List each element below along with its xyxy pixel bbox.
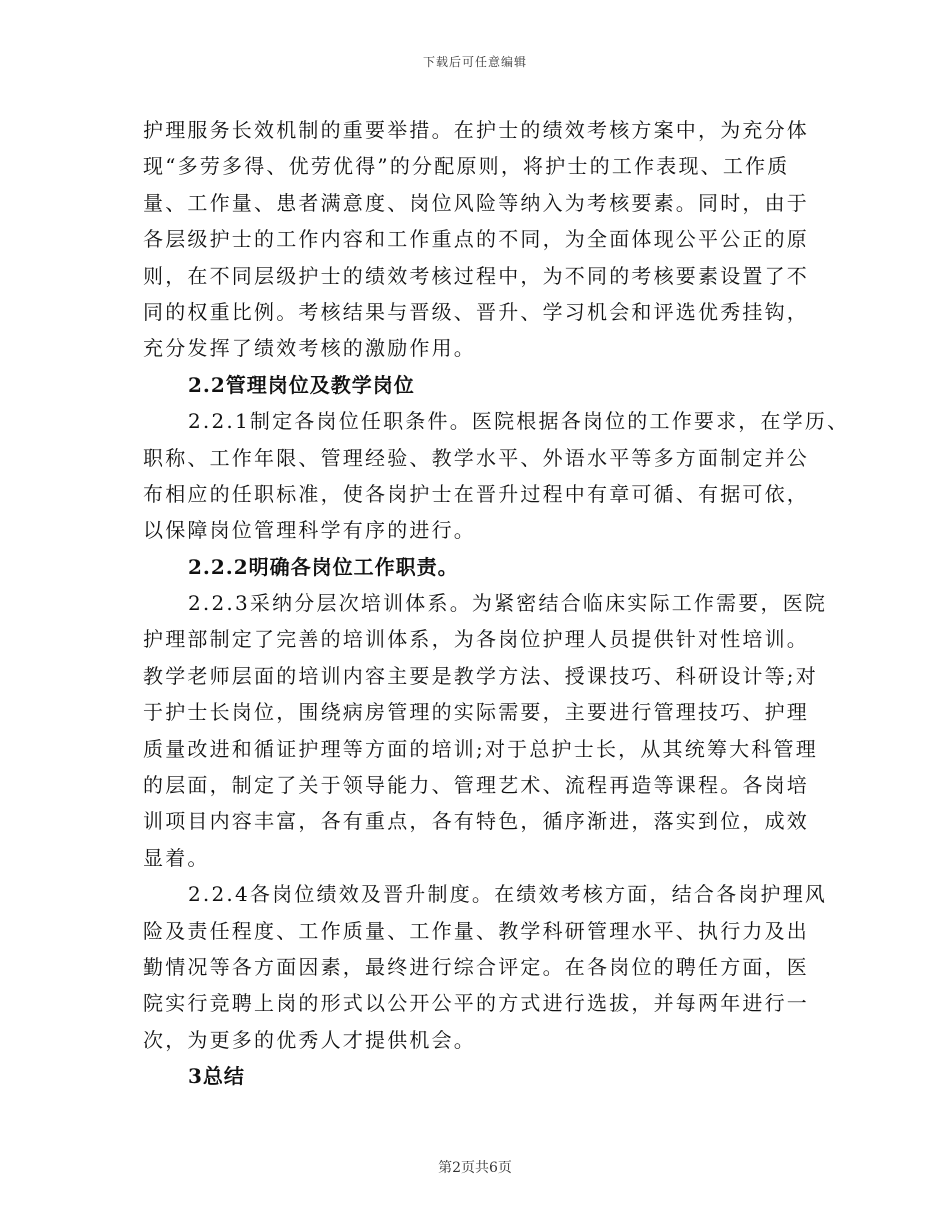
section-heading: 2.2管理岗位及教学岗位 bbox=[188, 372, 415, 397]
text-line: 2.2.4各岗位绩效及晋升制度。在绩效考核方面，结合各岗护理风 bbox=[188, 882, 828, 907]
text-line: 各层级护士的工作内容和工作重点的不同，为全面体现公平公正的原 bbox=[143, 227, 809, 252]
text-line: 量、工作量、患者满意度、岗位风险等纳入为考核要素。同时，由于 bbox=[143, 190, 809, 215]
header-note: 下载后可任意编辑 bbox=[422, 55, 527, 69]
text-line: 次，为更多的优秀人才提供机会。 bbox=[143, 1027, 476, 1052]
text-line: 于护士长岗位，围绕病房管理的实际需要，主要进行管理技巧、护理 bbox=[143, 700, 809, 725]
text-line: 显着。 bbox=[143, 845, 210, 870]
section-heading: 3总结 bbox=[188, 1064, 245, 1089]
section-heading: 2.2.2明确各岗位工作职责。 bbox=[188, 554, 459, 579]
text-line: 的层面，制定了关于领导能力、管理艺术、流程再造等课程。各岗培 bbox=[143, 773, 809, 798]
text-line: 现“多劳多得、优劳优得”的分配原则，将护士的工作表现、工作质 bbox=[143, 154, 790, 179]
text-line: 训项目内容丰富，各有重点，各有特色，循序渐进，落实到位，成效 bbox=[143, 809, 809, 834]
text-line: 布相应的任职标准，使各岗护士在晋升过程中有章可循、有据可依， bbox=[143, 481, 809, 506]
text-line: 以保障岗位管理科学有序的进行。 bbox=[143, 518, 476, 543]
text-line: 院实行竞聘上岗的形式以公开公平的方式进行选拔，并每两年进行一 bbox=[143, 991, 809, 1016]
text-line: 2.2.3采纳分层次培训体系。为紧密结合临床实际工作需要，医院 bbox=[188, 591, 828, 616]
text-line: 护理服务长效机制的重要举措。在护士的绩效考核方案中，为充分体 bbox=[143, 118, 809, 142]
page-footer: 第2页共6页 bbox=[438, 1160, 512, 1176]
text-line: 险及责任程度、工作质量、工作量、教学科研管理水平、执行力及出 bbox=[143, 918, 809, 943]
text-line: 教学老师层面的培训内容主要是教学方法、授课技巧、科研设计等;对 bbox=[143, 663, 818, 688]
text-line: 勤情况等各方面因素，最终进行综合评定。在各岗位的聘任方面，医 bbox=[143, 954, 809, 979]
text-line: 则，在不同层级护士的绩效考核过程中，为不同的考核要素设置了不 bbox=[143, 263, 809, 288]
text-line: 充分发挥了绩效考核的激励作用。 bbox=[143, 336, 476, 361]
text-line: 职称、工作年限、管理经验、教学水平、外语水平等多方面制定并公 bbox=[143, 445, 809, 470]
text-line: 2.2.1制定各岗位任职条件。医院根据各岗位的工作要求，在学历、 bbox=[188, 409, 850, 434]
text-line: 同的权重比例。考核结果与晋级、晋升、学习机会和评选优秀挂钩， bbox=[143, 299, 809, 324]
document-body bbox=[143, 112, 850, 1095]
text-line: 护理部制定了完善的培训体系，为各岗位护理人员提供针对性培训。 bbox=[143, 627, 809, 652]
text-line: 质量改进和循证护理等方面的培训;对于总护士长，从其统筹大科管理 bbox=[143, 736, 818, 761]
